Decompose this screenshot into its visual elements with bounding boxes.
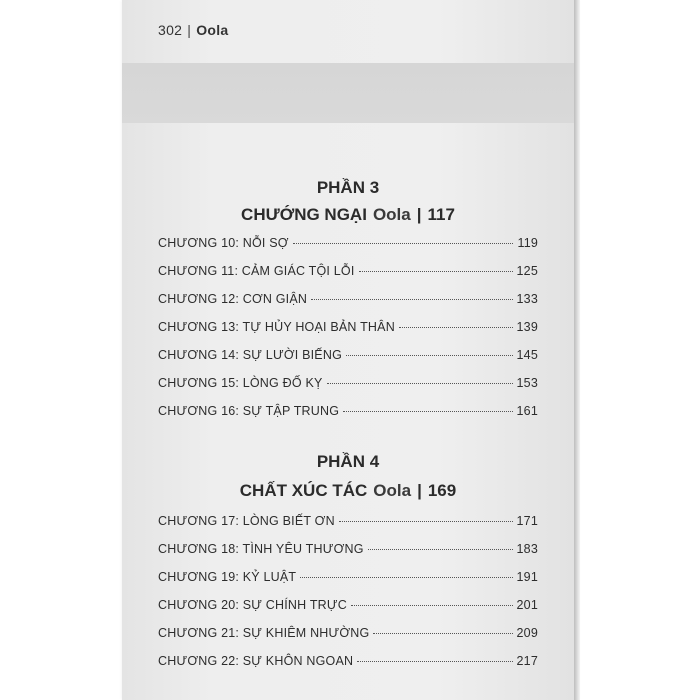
running-header	[158, 22, 229, 38]
part-4-name: CHẤT XÚC TÁC	[239, 481, 368, 500]
dot-leader	[311, 299, 512, 300]
dot-leader	[339, 521, 513, 522]
part-3-name: CHƯỚNG NGẠI	[241, 205, 367, 224]
toc-entry[interactable]	[158, 598, 538, 616]
dot-leader	[300, 577, 512, 578]
toc-entry[interactable]	[158, 542, 538, 560]
toc-entry[interactable]	[158, 320, 538, 338]
toc-entry-label: CHƯƠNG 16: SỰ TẬP TRUNG	[158, 404, 340, 418]
part-3-brand: Oola	[372, 205, 411, 224]
toc-entry-label: CHƯƠNG 17: LÒNG BIẾT ƠN	[158, 514, 335, 528]
toc-entry-page: 217	[516, 654, 538, 668]
dot-leader	[343, 411, 512, 412]
dot-leader	[351, 605, 513, 606]
dot-leader	[368, 549, 513, 550]
toc-entry-page: 119	[517, 236, 538, 250]
toc-entry[interactable]	[158, 404, 538, 422]
toc-entry-page: 209	[516, 626, 538, 640]
toc-entry-page: 153	[516, 376, 538, 390]
dot-leader	[293, 243, 514, 244]
toc-entry-label: CHƯƠNG 18: TÌNH YÊU THƯƠNG	[158, 542, 364, 556]
part-3-page: 117	[427, 205, 455, 224]
toc-entry-page: 145	[516, 348, 538, 362]
toc-entry-label: CHƯƠNG 12: CƠN GIẬN	[158, 292, 308, 306]
toc-entry-label: CHƯƠNG 20: SỰ CHÍNH TRỰC	[158, 598, 347, 612]
toc-entry-label: CHƯƠNG 10: NỖI SỢ	[158, 236, 289, 250]
part-4-separator: |	[417, 481, 422, 500]
toc-entry-page: 133	[516, 292, 538, 306]
dot-leader	[399, 327, 513, 328]
page-edge	[574, 0, 580, 700]
dot-leader	[327, 383, 513, 384]
toc-entry[interactable]	[158, 348, 538, 366]
toc-entry[interactable]	[158, 236, 538, 254]
toc-entry-label: CHƯƠNG 15: LÒNG ĐỐ KỴ	[158, 376, 323, 390]
gray-band	[122, 63, 574, 123]
part-3-separator: |	[416, 205, 422, 224]
dot-leader	[357, 661, 512, 662]
dot-leader	[373, 633, 512, 634]
part-4-subtitle	[122, 481, 574, 501]
toc-entry-label: CHƯƠNG 22: SỰ KHÔN NGOAN	[158, 654, 354, 668]
part-3-title: PHẦN 3	[316, 178, 380, 197]
toc-entry-page: 183	[516, 542, 538, 556]
toc-entry[interactable]	[158, 570, 538, 588]
toc-entry[interactable]	[158, 376, 538, 394]
part-4-page: 169	[427, 481, 457, 500]
toc-entry-page: 139	[516, 320, 538, 334]
dot-leader	[359, 271, 513, 272]
part-3-subtitle	[122, 205, 574, 225]
header-separator: |	[187, 22, 192, 38]
toc-entry[interactable]	[158, 292, 538, 310]
toc-entry-label: CHƯƠNG 21: SỰ KHIÊM NHƯỜNG	[158, 626, 370, 640]
toc-entry-page: 201	[516, 598, 538, 612]
toc-entry-label: CHƯƠNG 13: TỰ HỦY HOẠI BẢN THÂN	[158, 320, 395, 334]
part-4-title: PHẦN 4	[316, 452, 380, 471]
toc-entry[interactable]	[158, 654, 538, 672]
toc-entry[interactable]	[158, 264, 538, 282]
toc-entry-label: CHƯƠNG 14: SỰ LƯỜI BIẾNG	[158, 348, 342, 362]
dot-leader	[346, 355, 513, 356]
part-4-brand: Oola	[373, 481, 412, 500]
toc-entry-page: 161	[516, 404, 538, 418]
toc-entry-label: CHƯƠNG 19: KỶ LUẬT	[158, 570, 297, 584]
page-number: 302	[158, 22, 183, 38]
toc-entry[interactable]	[158, 626, 538, 644]
book-page	[122, 0, 574, 700]
toc-entry-page: 125	[516, 264, 538, 278]
toc-entry[interactable]	[158, 514, 538, 532]
toc-entry-label: CHƯƠNG 11: CẢM GIÁC TỘI LỖI	[158, 264, 355, 278]
toc-entry-page: 171	[516, 514, 538, 528]
toc-entry-page: 191	[516, 570, 538, 584]
brand-logo: Oola	[196, 22, 229, 38]
